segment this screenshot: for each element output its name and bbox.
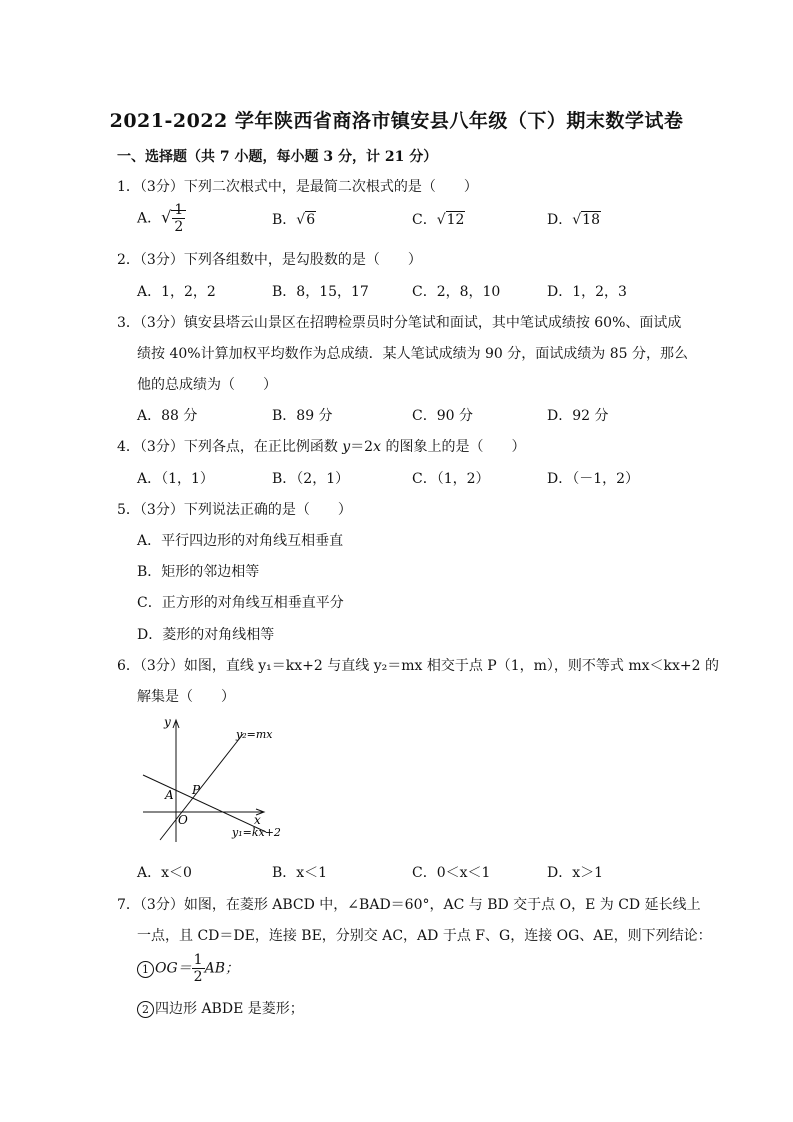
- question-6-line-2: 解集是（ ）: [137, 689, 235, 705]
- fraction: $\frac{1}{2}$: [174, 202, 184, 235]
- q5-option-c: C．正方形的对角线互相垂直平分: [137, 595, 344, 611]
- question-4-stem: 4．（3分）下列各点，在正比例函数 y＝2x 的图象上的是（ ）: [117, 439, 526, 455]
- q1-option-c: C．√12: [412, 212, 465, 228]
- q3-option-a: A．88 分: [137, 408, 198, 424]
- label-P: P: [192, 783, 201, 797]
- q2-option-d: D．1，2，3: [547, 284, 627, 300]
- question-7-conclusion-1: 1 OG＝ $\frac{1}{2}$ AB；: [137, 952, 239, 985]
- question-6-line-1: 6．（3分）如图，直线 y₁＝kx+2 与直线 y₂＝mx 相交于点 P（1，m），则不等式 mx＜kx+2 的: [117, 658, 719, 674]
- label-line-y1: y₁=kx+2: [232, 826, 281, 839]
- label-O: O: [178, 813, 188, 827]
- circled-number: 2: [137, 1001, 154, 1018]
- label-line-y2: y₂=mx: [236, 728, 273, 741]
- question-5-stem: 5．（3分）下列说法正确的是（ ）: [117, 502, 352, 518]
- q3-option-c: C．90 分: [412, 408, 473, 424]
- circled-number: 1: [137, 961, 154, 978]
- q4-option-a: A．（1，1）: [137, 471, 214, 487]
- q1-option-b: B．√6: [272, 212, 316, 228]
- question-7-line-1: 7．（3分）如图，在菱形 ABCD 中，∠BAD＝60°，AC 与 BD 交于点 O，E 为 CD 延长线上: [117, 897, 701, 913]
- question-3-line-2: 绩按 40%计算加权平均数作为总成绩．某人笔试成绩为 90 分，面试成绩为 85 分，那么: [137, 346, 688, 362]
- q5-option-a: A．平行四边形的对角线互相垂直: [137, 533, 344, 549]
- q4-option-b: B．（2，1）: [272, 471, 350, 487]
- q6-option-a: A．x＜0: [137, 865, 192, 881]
- question-3-line-1: 3．（3分）镇安县塔云山景区在招聘检票员时分笔试和面试，其中笔试成绩按 60%、面试成: [117, 315, 682, 331]
- q4-option-c: C．（1，2）: [412, 471, 490, 487]
- q2-option-a: A．1，2，2: [137, 284, 216, 300]
- q4-option-d: D．（－1，2）: [547, 471, 640, 487]
- q5-option-d: D．菱形的对角线相等: [137, 627, 275, 643]
- q2-option-b: B．8，15，17: [272, 284, 369, 300]
- q3-option-d: D．92 分: [547, 408, 609, 424]
- q6-option-c: C．0＜x＜1: [412, 865, 491, 881]
- label-A: A: [165, 788, 174, 802]
- q5-option-b: B．矩形的邻边相等: [137, 564, 260, 580]
- q2-option-c: C．2，8，10: [412, 284, 501, 300]
- q6-option-d: D．x＞1: [547, 865, 604, 881]
- q6-figure: [138, 712, 298, 847]
- sqrt-symbol: √ $\frac{1}{2}$: [161, 202, 186, 235]
- question-7-conclusion-2: 2 四边形 ABDE 是菱形；: [137, 998, 304, 1018]
- label-x: x: [254, 813, 261, 827]
- q3-option-b: B．89 分: [272, 408, 333, 424]
- page-title: 2021-2022 学年陕西省商洛市镇安县八年级（下）期末数学试卷: [109, 110, 684, 132]
- question-1-stem: 1．（3分）下列二次根式中，是最简二次根式的是（ ）: [117, 179, 478, 195]
- question-2-stem: 2．（3分）下列各组数中，是勾股数的是（ ）: [117, 252, 422, 268]
- q1-option-a: A．√ $\frac{1}{2}$: [137, 202, 186, 235]
- question-7-line-2: 一点，且 CD＝DE，连接 BE，分别交 AC，AD 于点 F、G，连接 OG、AE，则下列结论：: [137, 928, 712, 944]
- q1-option-d: D．√18: [547, 212, 600, 228]
- question-3-line-3: 他的总成绩为（ ）: [137, 377, 277, 393]
- section-heading: 一、选择题（共 7 小题，每小题 3 分，计 21 分）: [117, 149, 438, 165]
- q6-option-b: B．x＜1: [272, 865, 328, 881]
- label-y: y: [164, 715, 171, 729]
- line-y2: [160, 734, 243, 840]
- fraction: $\frac{1}{2}$: [193, 952, 203, 985]
